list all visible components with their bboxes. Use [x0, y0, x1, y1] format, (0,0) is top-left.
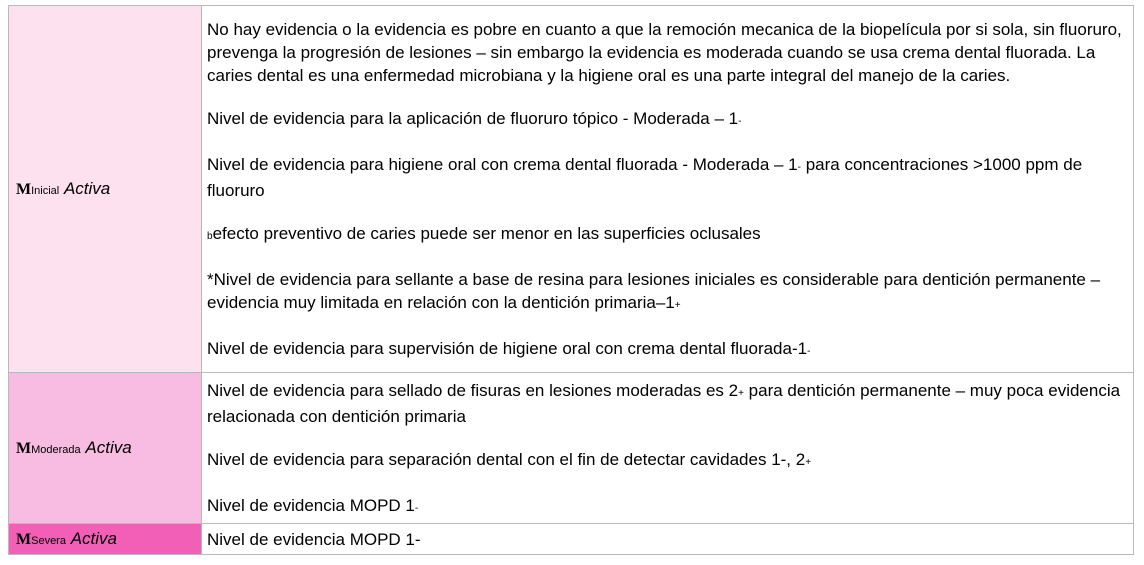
paragraph [207, 107, 1125, 133]
label-stage: Moderada [31, 444, 81, 456]
paragraph-text: Nivel de evidencia para supervisión de higiene oral con crema dental fluorada-1 [207, 339, 808, 358]
label-activa: Activa [70, 529, 117, 548]
paragraph: Nivel de evidencia MOPD 1- [207, 530, 421, 549]
paragraph-text: para dentición permanente – muy poca evidencia relacionada con dentición primaria [207, 381, 1121, 426]
paragraph-text: efecto preventivo de caries puede ser menor en las superficies oclusales [212, 224, 761, 243]
label-m: M [16, 181, 32, 198]
superscript-mark: + [738, 388, 744, 399]
superscript-mark: - [738, 116, 742, 127]
row-label-inicial [9, 6, 202, 373]
table-row [9, 373, 1134, 524]
paragraph [207, 153, 1125, 202]
paragraph-text: Nivel de evidencia para higiene oral con crema dental fluorada - Moderada – 1 [207, 155, 798, 174]
superscript-mark: - [414, 503, 419, 514]
superscript-mark: + [674, 300, 681, 311]
row-label-severa [9, 524, 202, 555]
superscript-mark: b [207, 231, 213, 242]
paragraph [207, 379, 1125, 428]
paragraph [207, 222, 1125, 248]
row-content-moderada [202, 373, 1134, 524]
superscript-mark: - [797, 162, 801, 173]
paragraph [207, 268, 1125, 317]
paragraph-text: Nivel de evidencia para la aplicación de fluoruro tópico - Moderada – 1 [207, 109, 739, 128]
row-label-moderada [9, 373, 202, 524]
paragraph [207, 337, 1125, 363]
label-stage: Inicial [31, 185, 60, 197]
label-activa: Activa [63, 179, 111, 198]
paragraph-text: *Nivel de evidencia para sellante a base de resina para lesiones iniciales es considerable para dentición permanente – evidencia muy limitada en relación con la dentición primaria–1 [207, 270, 1101, 312]
paragraph [207, 494, 1125, 520]
paragraph-text: Nivel de evidencia MOPD 1 [207, 496, 415, 515]
superscript-mark: - [807, 346, 811, 357]
row-content-inicial [202, 6, 1134, 373]
row-content-severa [202, 524, 1134, 555]
evidence-table [8, 5, 1134, 555]
paragraph-text: Nivel de evidencia para sellado de fisuras en lesiones moderadas es 2 [207, 381, 739, 400]
superscript-mark: + [805, 457, 812, 468]
paragraph-text: Nivel de evidencia para separación dental con el fin de detectar cavidades 1-, 2 [207, 450, 806, 469]
label-m: M [16, 440, 32, 457]
label-m: M [16, 531, 32, 548]
paragraph: No hay evidencia o la evidencia es pobre en cuanto a que la remoción mecanica de la biopelícula por si sola, sin fluoruro, prevenga la progresión de lesiones – sin embargo la evidencia es moderada cuando se usa crema dental fluorada. La caries dental es una enfermedad microbiana y la higiene oral es una parte integral del manejo de la caries. [207, 20, 1122, 85]
table-row [9, 524, 1134, 555]
paragraph [207, 448, 1125, 474]
table-row [9, 6, 1134, 373]
label-activa: Activa [85, 438, 132, 457]
label-stage: Severa [31, 535, 66, 547]
paragraph-text: para concentraciones >1000 ppm de fluoruro [207, 155, 1083, 200]
